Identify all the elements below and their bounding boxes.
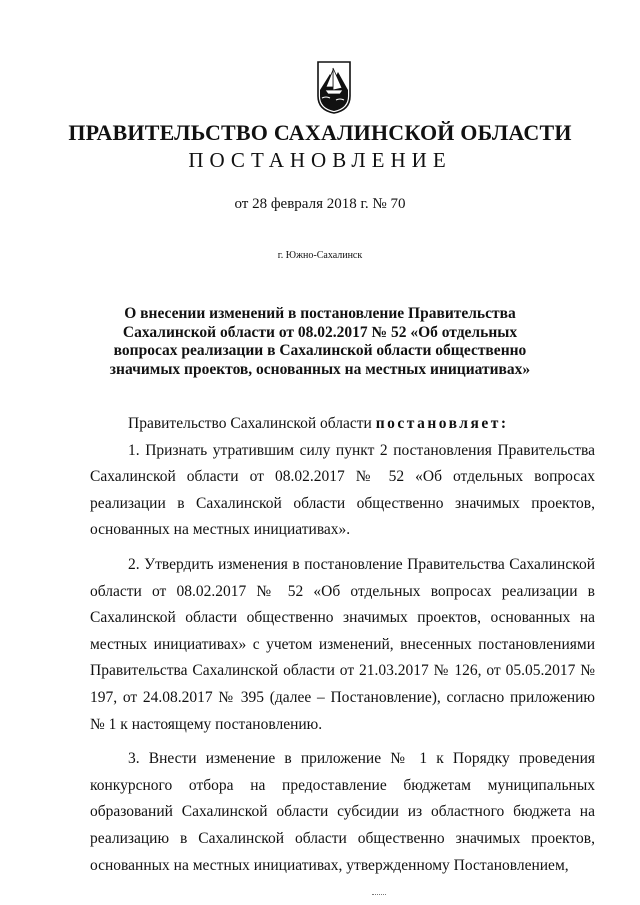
page-scan-mark bbox=[372, 894, 386, 898]
item-2: 2. Утвердить изменения в постановление Правительства Сахалинской области от 08.02.2017 № 52 «Об отдельных вопросах реализации в Сахалинской области общественно значимых проектов, основанных на местных инициативах» с учетом изменений, внесенных постановлениями Правительства Сахалинской области от 21.03.2017 № 126, от 05.05.2017 № 197, от 24.08.2017 № 395 (далее – Постановление), согласно приложению № 1 к настоящему постановлению. bbox=[90, 555, 595, 733]
document-subject: О внесении изменений в постановление Правительства Сахалинской области от 08.02.2017 № 52 «Об отдельных вопросах реализации в Сахалинской области общественно значимых проектов, основанных на местных инициативах» bbox=[109, 305, 531, 378]
item-1: 1. Признать утратившим силу пункт 2 постановления Правительства Сахалинской области от 08.02.2017 № 52 «Об отдельных вопросах реализации в Сахалинской области общественно значимых проектов, основанных на местных инициативах». bbox=[90, 441, 595, 539]
coat-of-arms-icon bbox=[316, 60, 352, 114]
document-type: ПОСТАНОВЛЕНИЕ bbox=[188, 148, 452, 172]
preamble-paragraph bbox=[90, 411, 595, 438]
city: г. Южно-Сахалинск bbox=[277, 250, 363, 261]
document-body bbox=[90, 411, 595, 879]
decree-word: постановляет: bbox=[375, 415, 509, 432]
government-name: ПРАВИТЕЛЬСТВО САХАЛИНСКОЙ ОБЛАСТИ bbox=[68, 120, 572, 145]
item-3: 3. Внести изменение в приложение № 1 к Порядку проведения конкурсного отбора на предоставление бюджетам муниципальных образований Сахалинской области субсидии из областного бюджета на реализацию в Сахалинской области общественно значимых проектов, основанных на местных инициативах, утвержденному Постановлением, bbox=[90, 750, 595, 874]
preamble: Правительство Сахалинской области bbox=[128, 415, 372, 432]
date-and-number: от 28 февраля 2018 г. № 70 bbox=[234, 196, 406, 212]
